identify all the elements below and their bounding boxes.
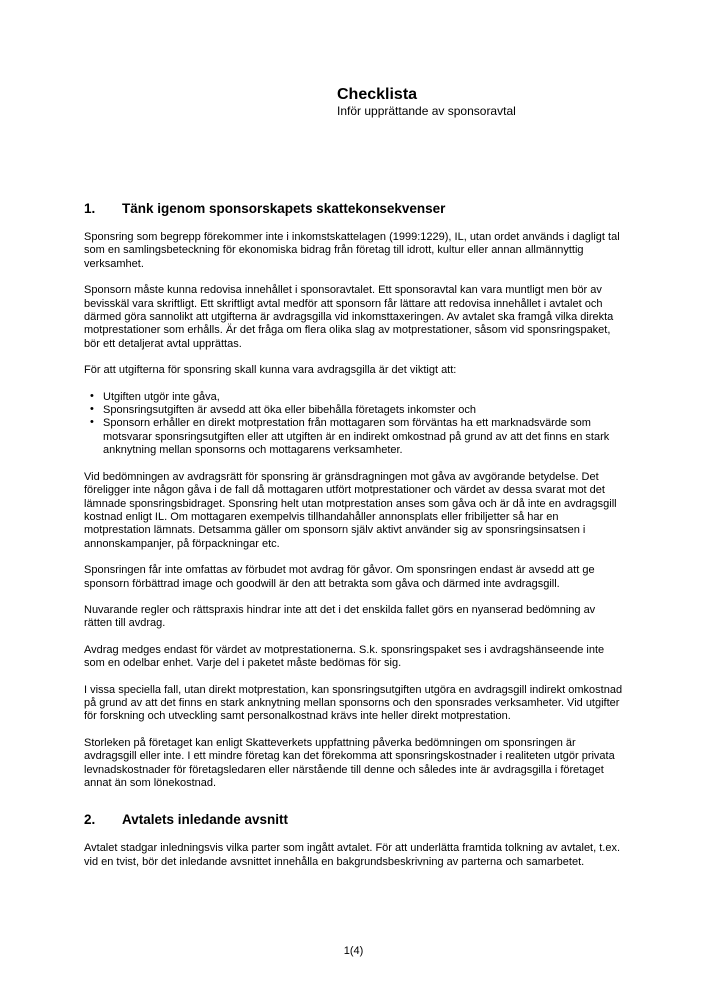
bullet-item <box>84 391 624 404</box>
bullet-icon: • <box>90 416 94 429</box>
bullet-item-text: Sponsorn erhåller en direkt motprestation från mottagaren som förväntas ha ett marknadsvärde som motsvarar sponsringsutgiften eller att utgiften är en indirekt omkostnad på grund av att det finns en stark anknytning mellan sponsorns och mottagarens verksamheter. <box>103 417 610 457</box>
page-number: 1(4) <box>343 945 364 957</box>
paragraph: I vissa speciella fall, utan direkt motprestation, kan sponsringsutgiften utgöra en avdragsgill indirekt omkostnad på grund av att det finns en stark anknytning mellan sponsorns och den sponsrades verksamheter. Vid utgifter för forskning och utveckling samt personalkostnad krävs inte heller direkt motprestation. <box>84 683 623 723</box>
paragraph: Nuvarande regler och rättspraxis hindrar inte att det i det enskilda fallet görs en nyanserad bedömning av rätten till avdrag. <box>84 603 596 630</box>
bullet-item <box>84 404 624 417</box>
bullet-icon: • <box>90 389 94 402</box>
paragraph: Avdrag medges endast för värdet av motprestationerna. S.k. sponsringspaket ses i avdragshänseende inte som en odelbar enhet. Varje del i paketet måste bedömas för sig. <box>84 643 605 670</box>
paragraph: För att utgifterna för sponsring skall kunna vara avdragsgilla är det viktigt att: <box>84 364 457 377</box>
paragraph: Sponsring som begrepp förekommer inte i inkomstskattelagen (1999:1229), IL, utan ordet används i dagligt tal som en samlingsbeteckning för ekonomiska bidrag från företag till idrott, kultur eller annan allmännyttig verksamhet. <box>84 231 620 270</box>
paragraph: Sponsorn måste kunna redovisa innehållet i sponsoravtalet. Ett sponsoravtal kan vara muntligt men bör av bevisskäl vara skriftligt. Ett skriftligt avtal medför att sponsorn får lättare att redovisa innehållet i avtalet och därmed göra sannolikt att utgifterna är avdragsgilla vid inkomsttaxeringen. Av avtalet ska framgå vilka direkta motprestationer som erhålls. Är det fråga om flera olika slag av motprestationer, såsom vid sponsringspaket, bör ett detaljerat avtal upprättas. <box>84 284 614 350</box>
section-2-heading <box>84 811 624 829</box>
bullet-list <box>84 391 624 458</box>
document-body <box>84 200 624 869</box>
paragraph: Storleken på företaget kan enligt Skatteverkets uppfattning påverka bedömningen om sponsringen är avdragsgill eller inte. I ett mindre företag kan det förekomma att sponsringskostnader i realiteten utgör privata levnadskostnader för företagsledaren eller närstående till denne och således inte är avdragsgilla i företaget annat än som lönekostnad. <box>84 736 615 789</box>
section-1-heading-text: Tänk igenom sponsorskapets skattekonsekvenser <box>122 201 446 216</box>
bullet-item <box>84 417 624 457</box>
title-block <box>337 85 516 119</box>
paragraph: Vid bedömningen av avdragsrätt för sponsring är gränsdragningen mot gåva av avgörande betydelse. Det föreligger inte någon gåva i de fall då mottagaren utfört motprestationer och värdet av dessa svarat mot det lämnade sponsringsbidraget. Sponsring helt utan motprestation anses som gåva och är då inte en avdragsgill kostnad enligt IL. Om mottagaren exempelvis tillhandahåller annonsplats eller fribiljetter så har en motprestation lämnats. Detsamma gäller om sponsorn själv aktivt använder sig av sponsringsinsatsen i annonskampanjer, på förpackningar etc. <box>84 470 617 550</box>
section-1-number: 1. <box>84 201 96 216</box>
paragraph: Avtalet stadgar inledningsvis vilka parter som ingått avtalet. För att underlätta framtida tolkning av avtalet, t.ex. vid en tvist, bör det inledande avsnittet innehålla en bakgrundsbeskrivning av parterna och samarbetet. <box>84 842 621 868</box>
bullet-item-text: Utgiften utgör inte gåva, <box>103 390 220 403</box>
section-2-number: 2. <box>84 812 96 828</box>
section-2-heading-text: Avtalets inledande avsnitt <box>122 812 289 828</box>
document-subtitle: Inför upprättande av sponsoravtal <box>337 104 516 118</box>
document-title: Checklista <box>337 86 418 103</box>
bullet-icon: • <box>90 403 94 416</box>
bullet-item-text: Sponsringsutgiften är avsedd att öka eller bibehålla företagets inkomster och <box>103 404 476 417</box>
paragraph: Sponsringen får inte omfattas av förbudet mot avdrag för gåvor. Om sponsringen endast är avsedd att ge sponsorn förbättrad image och goodwill är den att betrakta som gåva och därmed inte avdragsgill. <box>84 564 595 590</box>
section-1-heading <box>84 200 624 218</box>
